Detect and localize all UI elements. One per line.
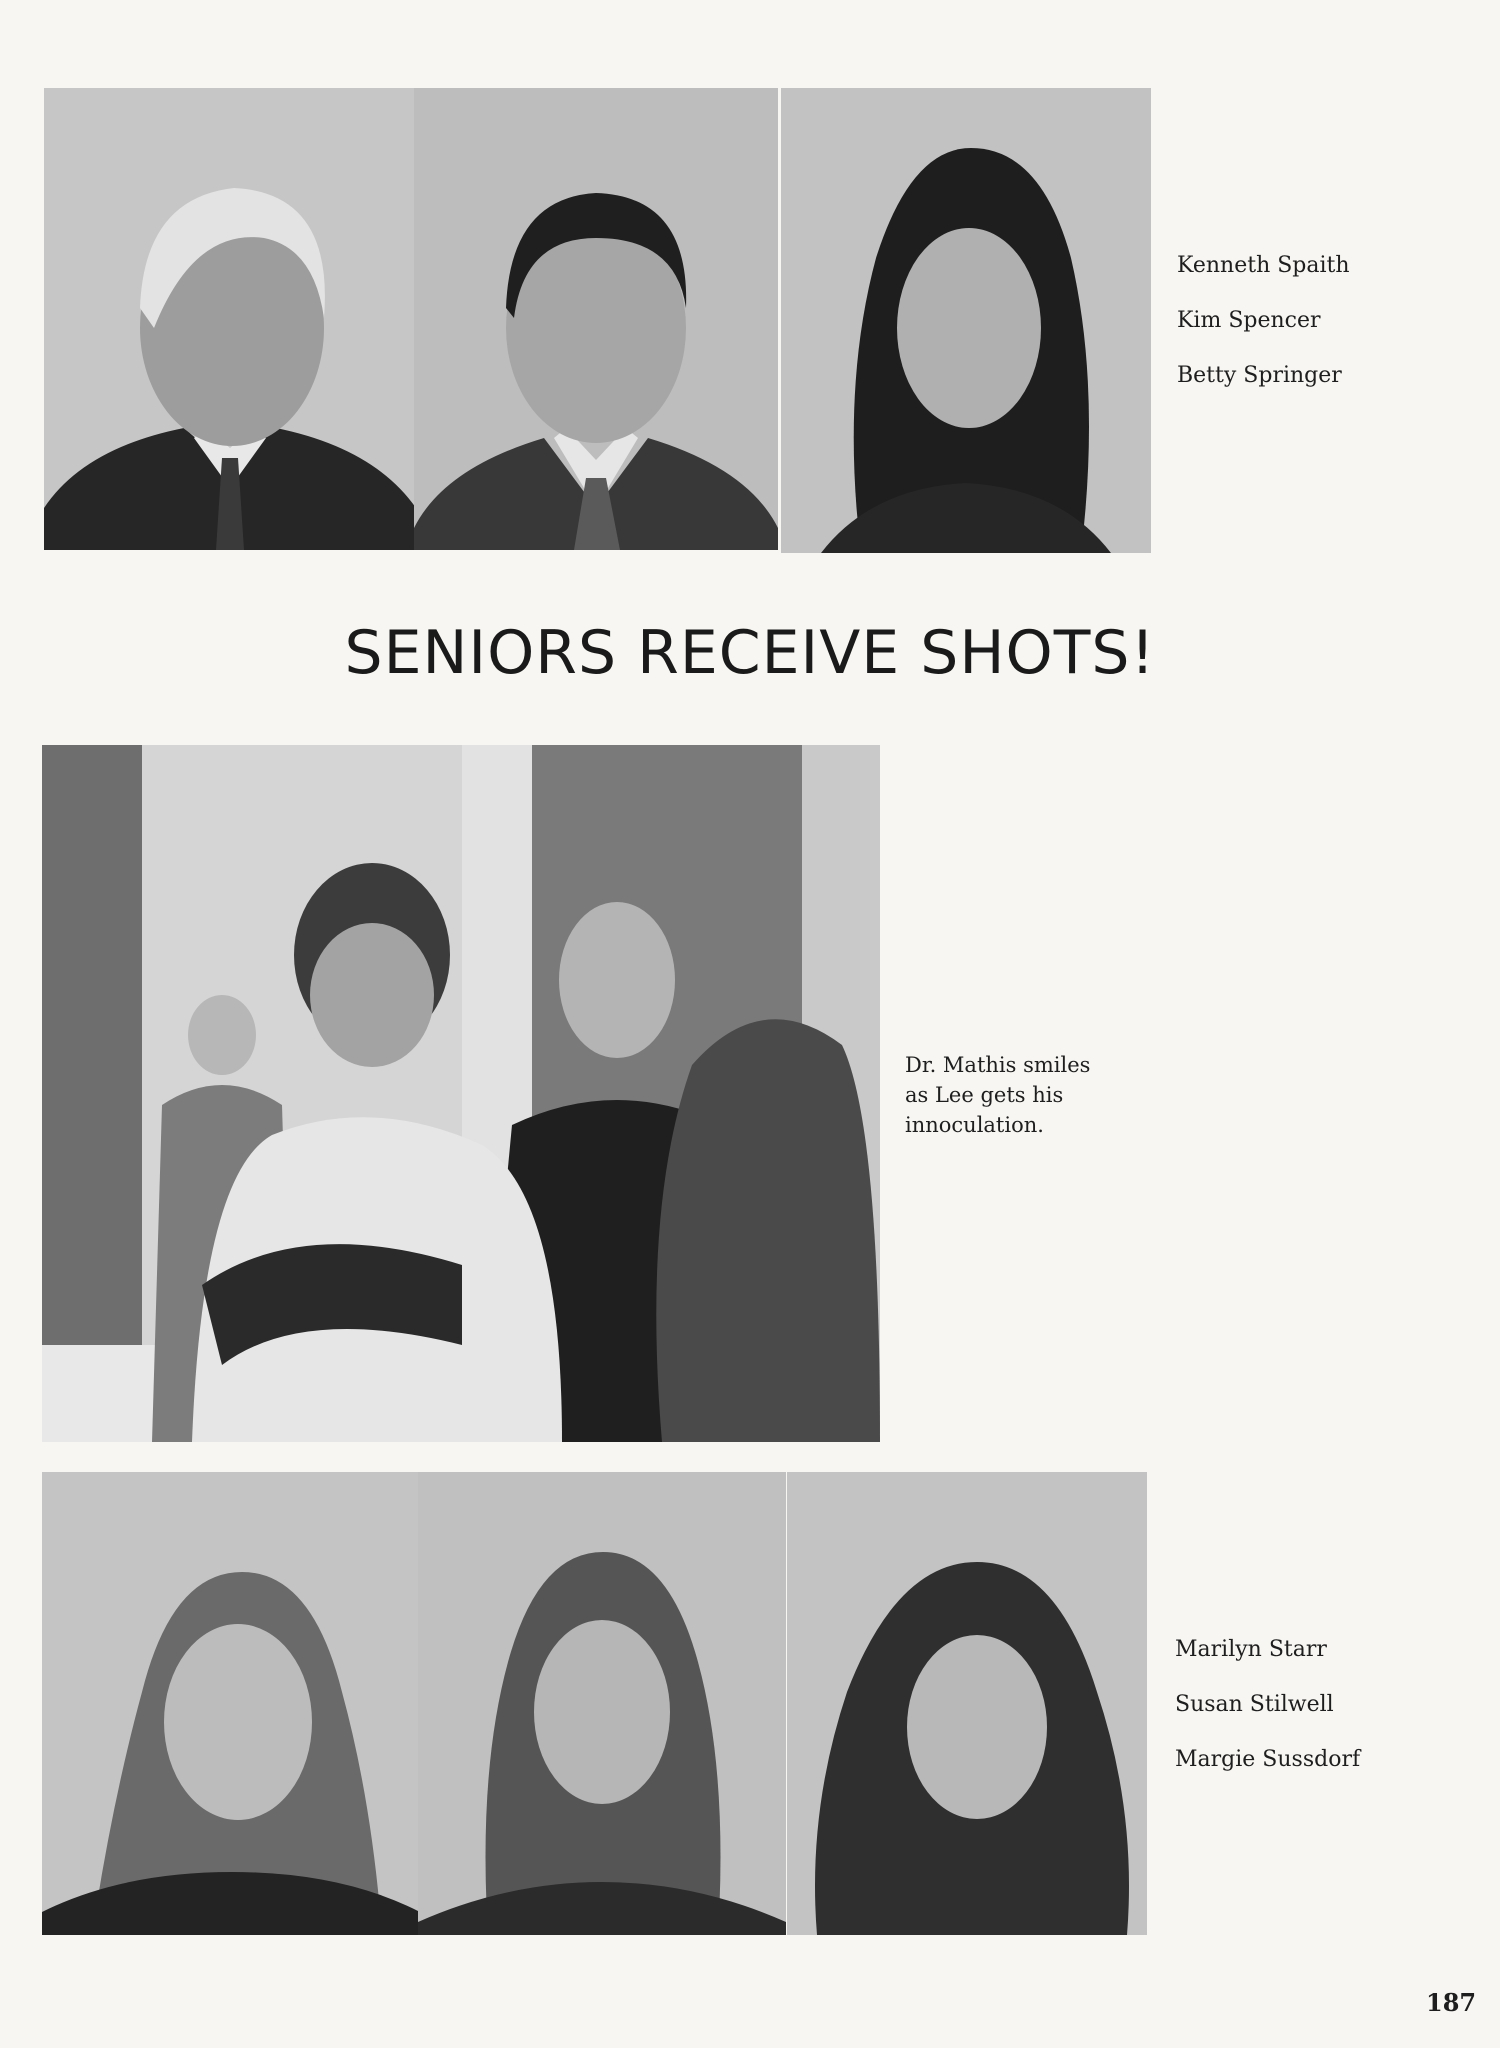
name-betty-springer: Betty Springer: [1177, 363, 1342, 388]
caption-line-2: as Lee gets his: [905, 1083, 1064, 1107]
portrait-photo-5: [418, 1472, 786, 1935]
top-names-list: [1177, 238, 1350, 403]
page-headline: [0, 618, 1500, 688]
bottom-names-list: [1175, 1622, 1360, 1787]
caption-line-3: innoculation.: [905, 1113, 1044, 1137]
name-margie-sussdorf: Margie Sussdorf: [1175, 1747, 1361, 1772]
headline-text: SENIORS RECEIVE SHOTS!: [344, 618, 1156, 688]
name-marilyn-starr: Marilyn Starr: [1175, 1637, 1327, 1662]
portrait-photo-6: [787, 1472, 1147, 1935]
portrait-photo-4: [42, 1472, 420, 1935]
page-number: 187: [1426, 1988, 1477, 2017]
photo-caption: [905, 1050, 1145, 1140]
name-kim-spencer: Kim Spencer: [1177, 308, 1321, 333]
portrait-photo-2: [414, 88, 778, 550]
caption-line-1: Dr. Mathis smiles: [905, 1053, 1091, 1077]
name-susan-stilwell: Susan Stilwell: [1175, 1692, 1334, 1717]
name-kenneth-spaith: Kenneth Spaith: [1177, 253, 1350, 278]
portrait-photo-1: [44, 88, 416, 550]
inoculation-photo: [42, 745, 880, 1442]
portrait-photo-3: [781, 88, 1151, 553]
